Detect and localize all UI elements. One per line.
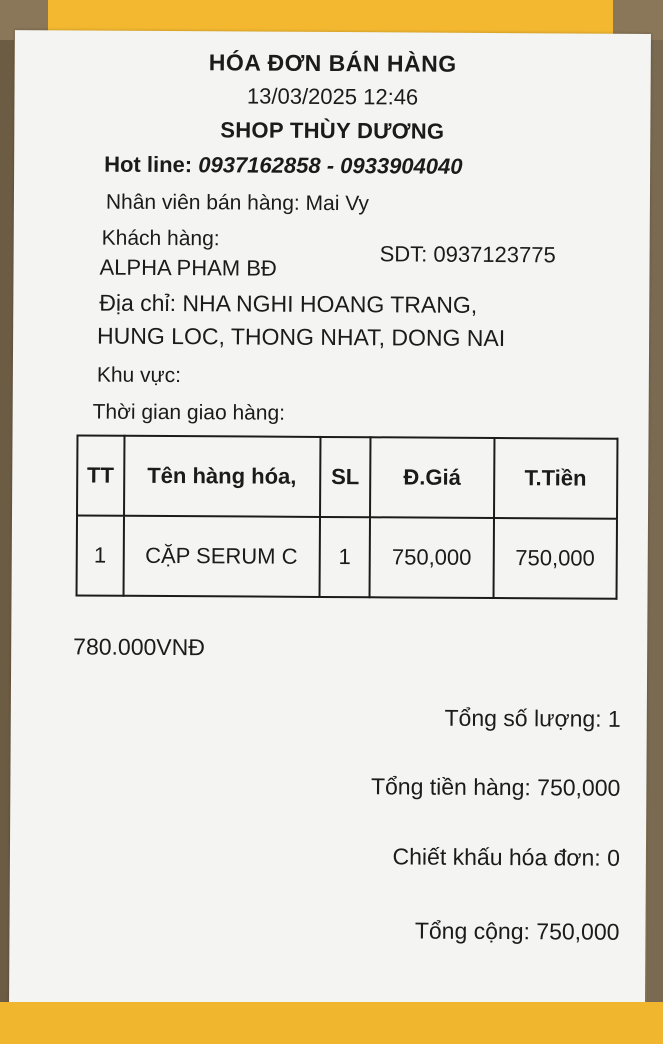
header-quantity: SL [320, 437, 371, 517]
hotline [104, 152, 463, 180]
hotline-numbers: 0937162858 - 0933904040 [198, 152, 463, 179]
cell-quantity: 1 [319, 517, 370, 597]
area-label: Khu vực: [96, 363, 182, 388]
hotline-label: Hot line: [104, 151, 193, 178]
header-item-name: Tên hàng hóa, [124, 436, 321, 517]
customer-phone: SDT: 0937123775 [379, 241, 556, 268]
invoice-discount: Chiết khấu hóa đơn: 0 [392, 843, 621, 871]
cell-unit-price: 750,000 [370, 517, 494, 598]
address-line-2: HUNG LOC, THONG NHAT, DONG NAI [97, 322, 506, 352]
receipt [9, 30, 651, 1006]
cell-amount: 750,000 [493, 518, 617, 599]
customer-label: Khách hàng: [101, 226, 220, 251]
tape-bottom [0, 1002, 663, 1044]
cell-item-name: CẶP SERUM C [123, 516, 320, 597]
receipt-datetime: 13/03/2025 12:46 [246, 83, 419, 110]
grand-total: Tổng cộng: 750,000 [414, 917, 620, 945]
handwritten-amount: 780.000VNĐ [73, 633, 205, 661]
table-row [77, 515, 617, 598]
header-amount: T.Tiền [494, 438, 618, 519]
total-goods: Tổng tiền hàng: 750,000 [370, 773, 621, 801]
total-quantity: Tổng số lượng: 1 [444, 704, 621, 732]
receipt-title: HÓA ĐƠN BÁN HÀNG [208, 49, 457, 77]
address-line-1: Địa chỉ: NHA NGHI HOANG TRANG, [99, 289, 478, 318]
items-table [76, 434, 619, 599]
header-index: TT [77, 435, 124, 515]
table-header-row [77, 435, 617, 518]
header-unit-price: Đ.Giá [370, 437, 494, 518]
shop-name: SHOP THÙY DƯƠNG [220, 117, 445, 144]
cell-index: 1 [77, 515, 124, 595]
delivery-time-label: Thời gian giao hàng: [92, 400, 286, 425]
staff-name: Nhân viên bán hàng: Mai Vy [105, 190, 370, 216]
customer-name: ALPHA PHAM BĐ [99, 254, 277, 281]
